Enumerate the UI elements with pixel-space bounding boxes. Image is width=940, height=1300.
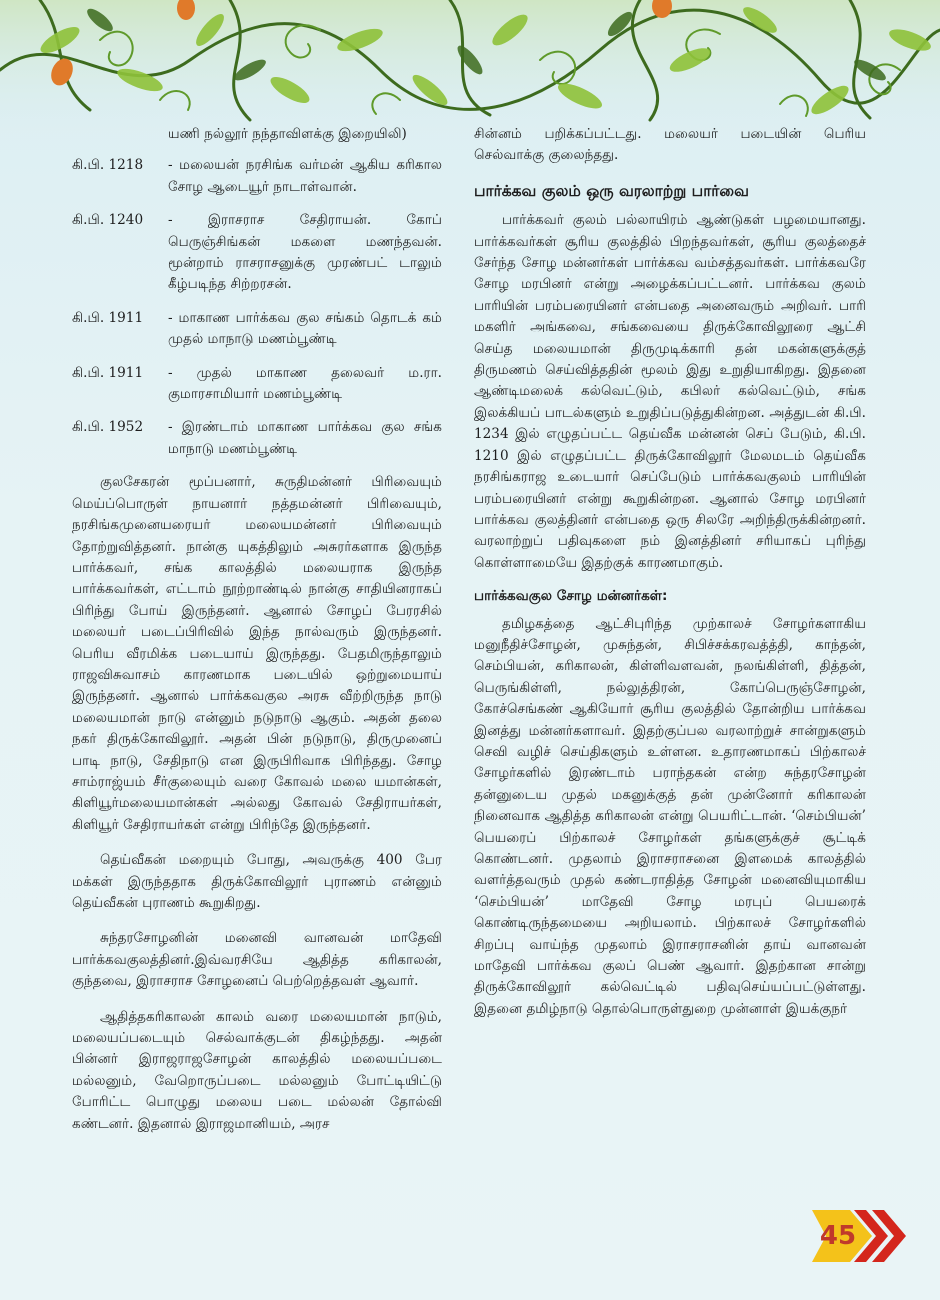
timeline-event: - முதல் மாகாண தலைவர் ம.ரா. குமாரசாமியார் மணம்பூண்டி <box>168 364 442 403</box>
timeline-year: கி.பி. 1952 <box>72 419 144 436</box>
body-paragraph: தெய்வீகன் மறையும் போது, அவருக்கு 400 பேர மக்கள் இருந்ததாக திருக்கோவிலூர் புராணம் என்னும் தெய்வீகன் புராணம் கூறுகிறது. <box>72 852 442 911</box>
body-paragraph: சுந்தரசோழனின் மனைவி வானவன் மாதேவி பார்க்கவகுலத்தினர்.இவ்வரசியே ஆதித்த கரிகாலன், குந்தவை, இராசராச சோழனைப் பெற்றெத்தவள் ஆவார். <box>72 930 442 990</box>
body-paragraph: தமிழகத்தை ஆட்சிபுரிந்த முற்காலச் சோழர்களாகிய மனுநீதிச்சோழன், முசுந்தன், சிபிச்சக்கரவத்த்தி, காந்தன், செம்பியன், கரிகாலன், கிள்ளிவளவன், நலங்கிள்ளி, தித்தன், பெருங்கிள்ளி, நல்லுத்திரன், கோப்பெருஞ்சோழன், கோச்செங்கண் ஆகியோர் சூரிய குலத்தில் தோன்றிய பார்க்கவ இனத்து மன்னர்களாவர். இதற்குப்பல வரலாற்றுச் சான்றுகளும் செவி வழிச் செய்திகளும் உள்ளன. உதாரணமாகப் பிற்காலச் சோழர்களில் இரண்டாம் பராந்தகன் என்ற சுந்தரசோழன் தன்னுடைய முதல் மகனுக்குத் தன் முன்னோர் கரிகாலன் நினைவாக ஆதித்த கரிகாலன் என்று பெயரிட்டான். ‘செம்பியன்’ பெயரைப் பிற்காலச் சோழர்கள் தங்களுக்குச் சூட்டிக் கொண்டனர். முதலாம் இராசராசனை இளமைக் காலத்தில் வளர்த்தவரும் முதல் கண்டராதித்த சோழன் மனைவியுமாகிய ‘செம்பியன்’ மாதேவி சோழ மரபுப் பெயரைக் கொண்டிருந்தமையை அறியலாம். பிற்காலச் சோழர்களில் சிறப்பு வாய்ந்த முதலாம் இராசராசனின் தாய் வானவன் மாதேவி பார்க்கவ குலப் பெண் ஆவார். இதற்கான சான்று திருக்கோவிலூர் கல்வெட்டில் பதிவுசெய்யப்பட்டுள்ளது. இதனை தமிழ்நாடு தொல்பொருள்துறை முன்னாள் இயக்குநர் <box>474 615 866 1017</box>
timeline-event: - இரண்டாம் மாகாண பார்க்கவ குல சங்க மாநாடு மணம்பூண்டி <box>168 419 442 457</box>
timeline-event: - இராசராச சேதிராயன். கோப் பெருஞ்சிங்கன் மகளை மணந்தவன். மூன்றாம் ராசராசனுக்கு முரண்பட் டாலும் கீழ்படிந்த சிற்றரசன். <box>168 212 442 293</box>
timeline-event: - மலையன் நரசிங்க வர்மன் ஆகிய கரிகால சோழ ஆடையூர் நாடாள்வான். <box>168 157 442 195</box>
timeline-event: - மாகாண பார்க்கவ குல சங்கம் தொடக் கம் முதல் மாநாடு மணம்பூண்டி <box>168 309 442 348</box>
page-number: 45 <box>819 1221 857 1251</box>
floral-header-decoration <box>0 0 940 140</box>
page-number-badge <box>806 1208 906 1264</box>
timeline-entry <box>72 363 442 406</box>
body-paragraph: குலசேகரன் மூப்பனார், சுருதிமன்னர் பிரிவையும் மெய்ப்பொருள் நாயனார் நத்தமன்னர் பிரிவையும், நரசிங்கமுனையரையர் மலையமன்னர் பிரிவையும் தோற்றுவித்தனர். நான்கு யுகத்திலும் அசுரர்களாக இருந்த பார்க்கவர், சங்க காலத்தில் மலையராக இருந்த பார்க்கவர்கள், எட்டாம் நூற்றாண்டில் நான்கு சாதியினராகப் பிரிந்து போய் இருந்தனர். ஆனால் சோழப் பேரரசில் மலையர் படைப்பிரிவில் இந்த நால்வரும் இருந்தனர். பெரிய வீரமிக்க படையாய் இருந்தது. பேதமிருந்தாலும் ராஜவிசுவாசம் காரணமாக படையில் ஒற்றுமையாய் இருந்தனர். ஆனால் பார்க்கவகுல அரசு வீற்றிருந்த நாடு மலையமான் நாடு என்னும் நடுநாடு ஆகும். அதன் தலை நகர் திருக்கோவிலூர். அதன் பின் நடுநாடு, திருமுனைப் பாடி நாடு, சேதிநாடு என இருபிரிவாக பிரிந்தது. சோழ சாம்ராஜ்யம் சீர்குலையும் வரை கோவல் மலை யமான்கள், கிளியூர்மலையமான்கள் அல்லது கோவல் சேதிராயர்கள், கிளியூர் சேதிராயர்கள் என்று பிரிந்தே இருந்தனர். <box>72 474 442 833</box>
section-heading: பார்க்கவ குலம் ஒரு வரலாற்று பார்வை <box>474 181 749 200</box>
subsection-heading: பார்க்கவகுல சோழ மன்னர்கள்: <box>474 588 668 605</box>
body-paragraph: ஆதித்தகரிகாலன் காலம் வரை மலையமான் நாடும், மலையப்படையும் செல்வாக்குடன் திகழ்ந்தது. அதன் பின்னர் இராஜராஜசோழன் காலத்தில் மலையப்படை மல்லனும், வேறொருப்படை மல்லனும் போட்டியிட்டு போரிட்ட பொழுது மலைய படை மல்லன் தோல்வி கண்டனர். இதனால் இராஜமானியம், அரச <box>72 1008 442 1132</box>
timeline-intro-line: யணி நல்லூர் நந்தாவிளக்கு இறையிலி) <box>168 126 407 142</box>
timeline-year: கி.பி. 1240 <box>72 212 144 229</box>
timeline-year: கி.பி. 1911 <box>72 364 144 381</box>
right-column <box>474 124 866 1020</box>
timeline-entry <box>72 308 442 351</box>
timeline-entry <box>72 155 442 198</box>
timeline-year: கி.பி. 1911 <box>72 309 144 326</box>
left-column <box>72 124 442 1135</box>
body-paragraph: பார்க்கவர் குலம் பல்லாயிரம் ஆண்டுகள் பழமையானது. பார்க்கவர்கள் சூரிய குலத்தில் பிறந்தவர்கள், சூரிய குலத்தைச் சேர்ந்த சோழ மன்னர்கள் பார்க்கவ வம்சத்தவர்கள். பார்க்கவரே சோழ மரபினர் என்று அழைக்கப்பட்டனர். பார்க்கவ குலம் பாரியின் பரம்பரையினர் என்பதை அனைவரும் அறிவர். பாரி மகளிர் அங்கவை, சங்கவையை திருக்கோவிலூரை ஆட்சி செய்த மலையமான் திருமுடிக்காரி தன் மகன்களுக்குத் திருமணம் செய்வித்ததின் மூலம் இது உறுதியாகிறது. இதனை ஆண்டிமலைக் கல்வெட்டும், கபிலர் கல்வெட்டும், சங்க இலக்கியப் பாடல்களும் உறுதிப்படுத்துகின்றன. அத்துடன் கி.பி. 1234 இல் எழுதப்பட்ட தெய்வீக மன்னன் செப் பேடும், கி.பி. 1210 இல் எழுதப்பட்ட திருக்கோவிலூர் மேலமடம் தெய்வீக நரசிங்கராஜ உடையார் செப்பேடும் பார்க்கவகுலம் பாரியின் பரம்பரையினர் என்று கூறுகின்றன. ஆனால் சோழ மரபினர் பார்க்கவ குலத்தினர் என்பதை ஒரு சிலரே அறிந்திருக்கின்றனர். வரலாற்றுப் பதிவுகளை நம் இனத்தினர் சரியாகப் புரிந்து கொள்ளாமையே இதற்குக் காரணமாகும். <box>474 212 866 571</box>
continuation-paragraph: சின்னம் பறிக்கப்பட்டது. மலையர் படையின் பெரிய செல்வாக்கு குலைந்தது. <box>474 126 866 164</box>
timeline-entry <box>72 417 442 460</box>
timeline-entry <box>72 210 442 296</box>
timeline-year: கி.பி. 1218 <box>72 157 144 174</box>
